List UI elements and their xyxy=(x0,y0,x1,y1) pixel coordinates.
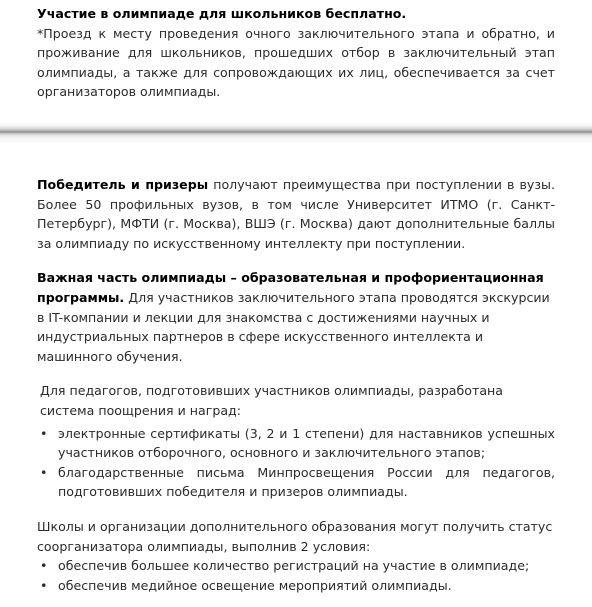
list-item-text: обеспечив большее количество регистраций на участие в олимпиаде; xyxy=(58,558,530,574)
bullet-icon: • xyxy=(40,425,48,441)
schools-conditions-list xyxy=(37,556,555,595)
travel-accommodation-note: *Проезд к месту проведения очного заключительного этапа и обратно, и проживание для школьников, прошедших отбор в заключительный этап олимпиады, а также для сопровождающих их лиц, обеспечивается за счет организаторов олимпиады. xyxy=(37,25,555,100)
free-participation-section xyxy=(37,4,555,102)
winners-paragraph xyxy=(37,175,555,253)
bullet-icon: • xyxy=(40,464,48,480)
program-heading: Важная часть олимпиады – образовательная и профориентационная программы. xyxy=(37,270,544,305)
schools-intro: Школы и организации дополнительного образования могут получить статус соорганизатора олимпиады, выполнив 2 условия: xyxy=(37,518,553,554)
teachers-rewards-list xyxy=(37,424,555,502)
benefits-section xyxy=(37,175,555,595)
list-item xyxy=(37,556,555,576)
list-item xyxy=(37,463,555,502)
list-item-text: электронные сертификаты (3, 2 и 1 степени) для наставников успешных участников отборочного, основного и заключительного этапов; xyxy=(58,425,555,461)
winners-text: получают преимущества при поступлении в вузы. Более 50 профильных вузов, в том числе Университет ИТМО (г. Санкт-Петербург), МФТИ (г. Москва), ВШЭ (г. Москва) дают дополнительные баллы за олимпиаду по искусственному интеллекту при поступлении. xyxy=(37,177,555,251)
bullet-icon: • xyxy=(40,577,48,593)
program-text: Для участников заключительного этапа проводятся экскурсии в IT-компании и лекции для знакомства с достижениями научных и индустриальных партнеров в сфере искусственного интеллекта и машинного обучения. xyxy=(37,289,550,364)
bullet-icon: • xyxy=(40,558,48,574)
winners-heading: Победитель и призеры xyxy=(37,177,209,192)
teachers-intro: Для педагогов, подготовивших участников олимпиады, разработана система поощрения и наград: xyxy=(40,383,504,418)
list-item xyxy=(37,576,555,596)
list-item xyxy=(37,424,555,463)
free-participation-heading: Участие в олимпиаде для школьников бесплатно. xyxy=(37,6,407,21)
section-divider xyxy=(0,122,592,144)
list-item-text: обеспечив медийное освещение мероприятий олимпиады. xyxy=(58,577,452,593)
program-paragraph xyxy=(37,268,555,366)
list-item-text: благодарственные письма Минпросвещения России для педагогов, подготовивших победителя и призеров олимпиады. xyxy=(58,464,555,500)
